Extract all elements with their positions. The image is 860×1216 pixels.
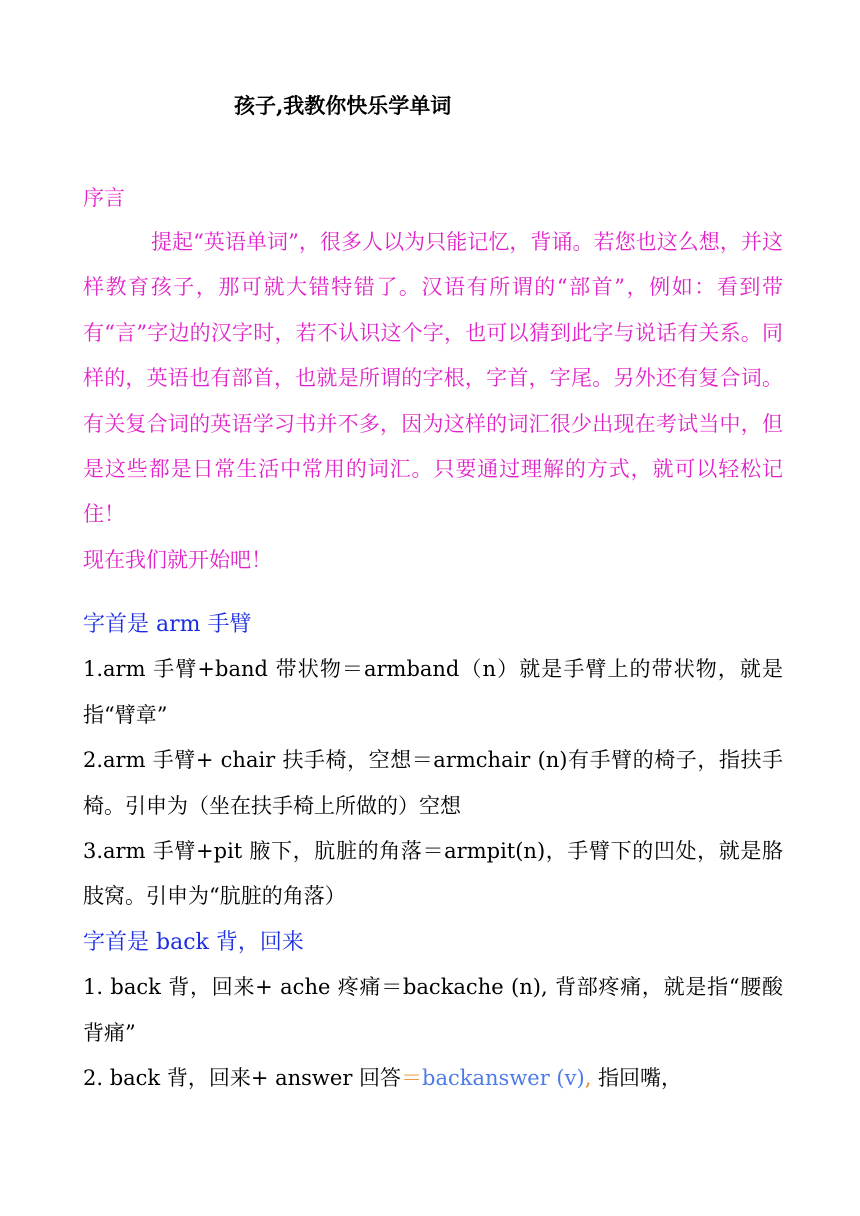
list-item-armband: 1.arm 手臂+band 带状物＝armband（n）就是手臂上的带状物，就是指“臂章”: [83, 657, 783, 727]
preface-heading: 序言: [83, 186, 125, 210]
list-item-backanswer: [83, 1056, 783, 1101]
document-title: 孩子,我教你快乐学单词: [234, 93, 452, 118]
backanswer-suffix: 指回嘴，: [591, 1066, 683, 1091]
section-heading-arm: 字首是 arm 手臂: [83, 612, 252, 637]
vocabulary-body: [83, 602, 783, 1101]
backanswer-prefix: 2. back 背，回来+ answer 回答: [83, 1066, 402, 1091]
section-heading-back: 字首是 back 背，回来: [83, 929, 304, 955]
list-item-backache: 1. back 背，回来+ ache 疼痛＝backache (n), 背部疼痛，就是指“腰酸背痛”: [83, 975, 783, 1045]
preface-section: [83, 220, 783, 583]
backanswer-equals: ＝: [401, 1066, 423, 1091]
backanswer-comma: ,: [584, 1066, 592, 1091]
list-item-armchair: 2.arm 手臂+ chair 扶手椅，空想＝armchair (n)有手臂的椅子，指扶手椅。引申为（坐在扶手椅上所做的）空想: [83, 748, 783, 818]
backanswer-word: backanswer (v): [422, 1066, 585, 1091]
preface-paragraph: 提起“英语单词”，很多人以为只能记忆，背诵。若您也这么想，并这样教育孩子，那可就大错特错了。汉语有所谓的“部首”，例如：看到带有“言”字边的汉字时，若不认识这个字，也可以猜到此字与说话有关系。同样的，英语也有部首，也就是所谓的字根，字首，字尾。另外还有复合词。有关复合词的英语学习书并不多，因为这样的词汇很少出现在考试当中，但是这些都是日常生活中常用的词汇。只要通过理解的方式，就可以轻松记住！: [83, 230, 783, 527]
preface-closing: 现在我们就开始吧！: [83, 547, 272, 572]
list-item-armpit: 3.arm 手臂+pit 腋下，肮脏的角落＝armpit(n)，手臂下的凹处，就是胳肢窝。引申为“肮脏的角落）: [83, 839, 783, 909]
